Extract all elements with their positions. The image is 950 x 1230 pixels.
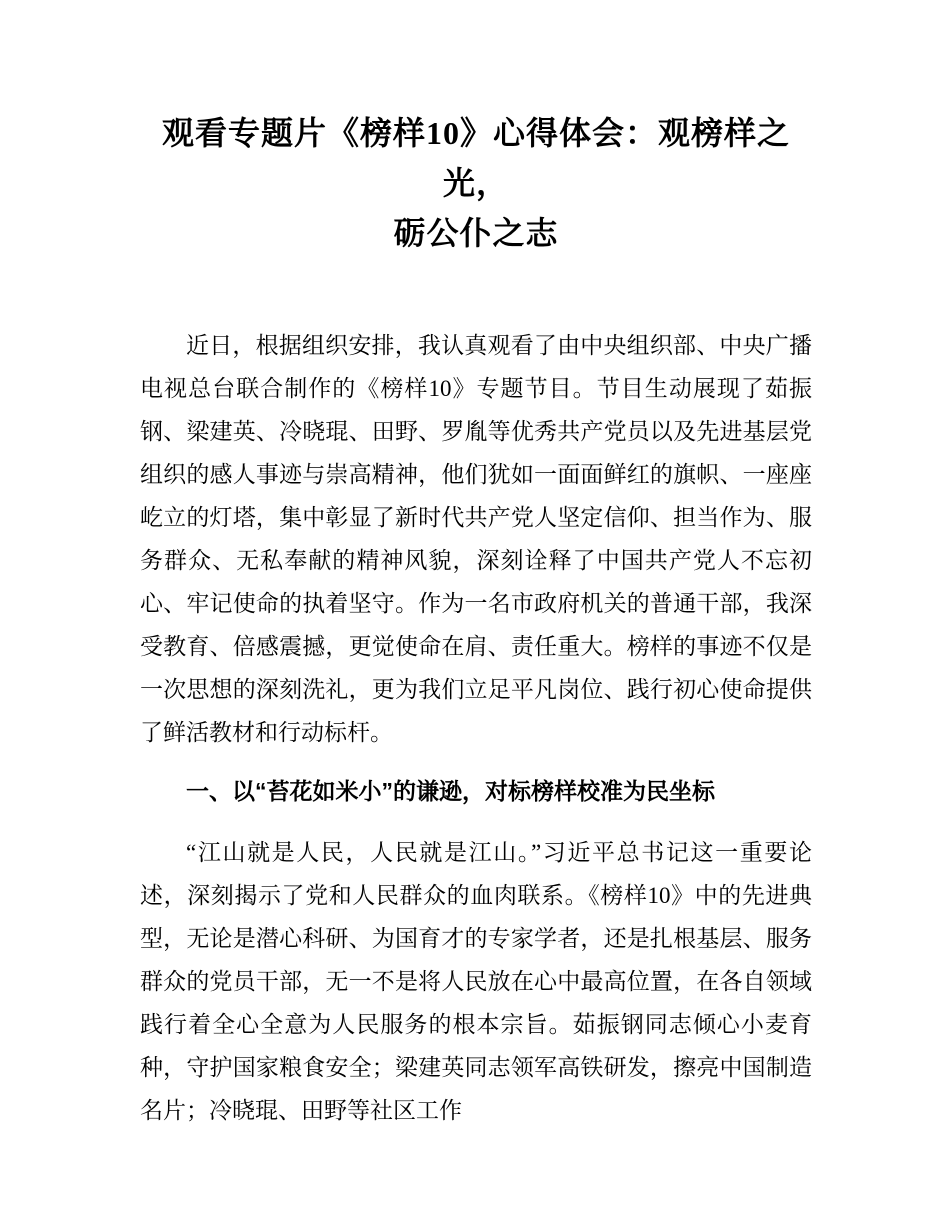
paragraph-section-1: “江山就是人民，人民就是江山。”习近平总书记这一重要论述，深刻揭示了党和人民群众的血肉联系。《榜样10》中的先进典型，无论是潜心科研、为国育才的专家学者，还是扎根基层、服务群众的党员干部，无一不是将人民放在心中最高位置，在各自领域践行着全心全意为人民服务的根本宗旨。茹振钢同志倾心小麦育种，守护国家粮食安全；梁建英同志领军高铁研发，擦亮中国制造名片；冷晓琨、田野等社区工作 [140,840,812,1123]
document-title-line-1: 观看专题片《榜样10》心得体会：观榜样之光， [161,115,790,201]
document-title [140,108,812,258]
paragraph-intro: 近日，根据组织安排，我认真观看了由中央组织部、中央广播电视总台联合制作的《榜样10》专题节目。节目生动展现了茹振钢、梁建英、冷晓琨、田野、罗胤等优秀共产党员以及先进基层党组织的感人事迹与崇高精神，他们犹如一面面鲜红的旗帜、一座座屹立的灯塔，集中彰显了新时代共产党人坚定信仰、担当作为、服务群众、无私奉献的精神风貌，深刻诠释了中国共产党人不忘初心、牢记使命的执着坚守。作为一名市政府机关的普通干部，我深受教育、倍感震撼，更觉使命在肩、责任重大。榜样的事迹不仅是一次思想的深刻洗礼，更为我们立足平凡岗位、践行初心使命提供了鲜活教材和行动标杆。 [140,333,812,745]
section-heading-1: 一、以“苔花如米小”的谦逊，对标榜样校准为民坐标 [186,778,715,804]
document-title-line-2: 砺公仆之志 [393,215,559,251]
